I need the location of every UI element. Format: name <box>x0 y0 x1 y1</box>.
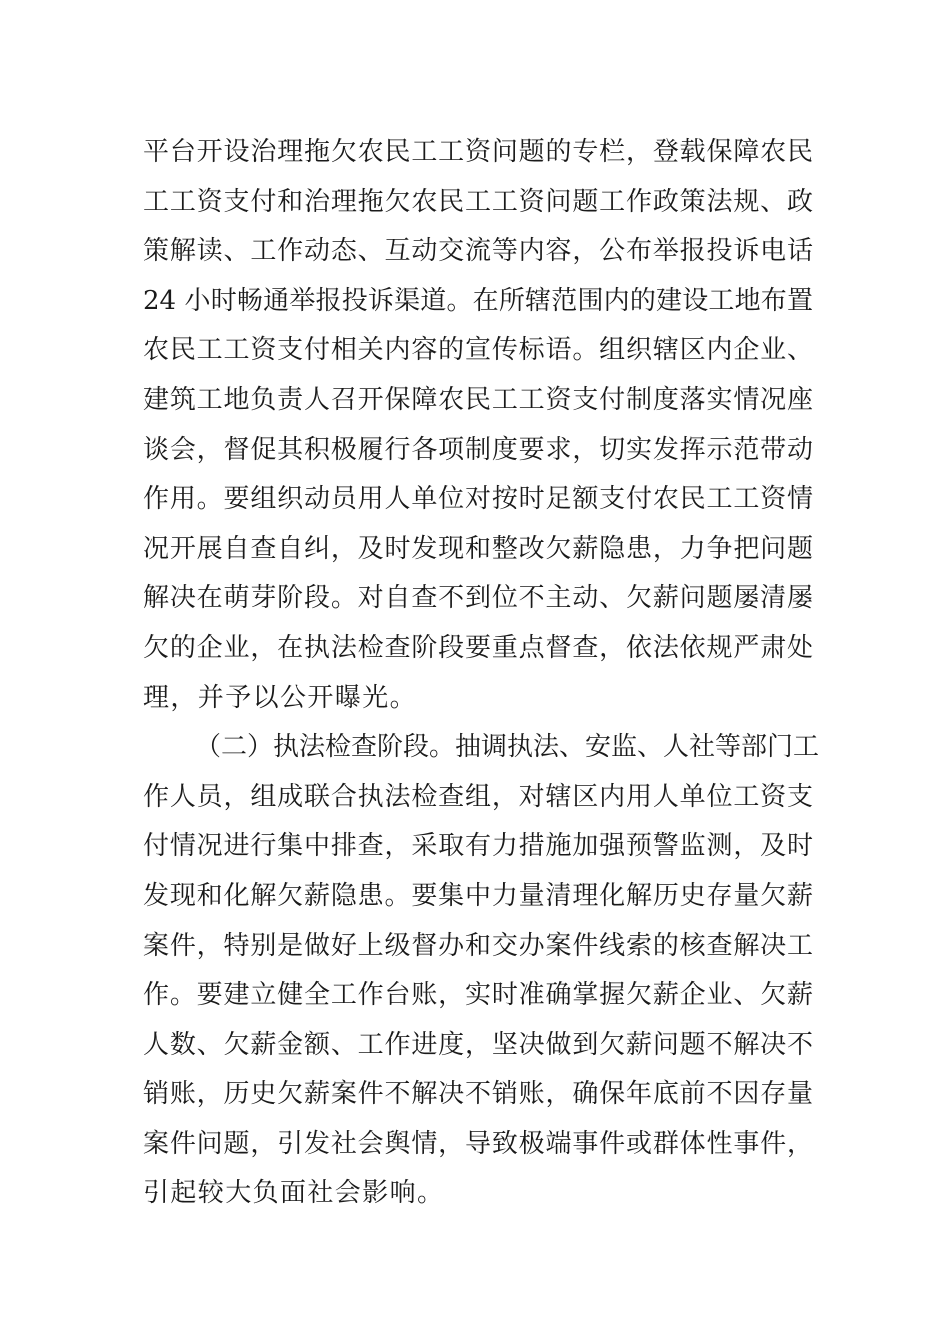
text-line: 谈会，督促其积极履行各项制度要求，切实发挥示范带动 <box>143 434 813 465</box>
text-line-paragraph-end: 引起较大负面社会影响。 <box>143 1178 445 1209</box>
text-line: 工工资支付和治理拖欠农民工工资问题工作政策法规、政 <box>143 186 813 217</box>
text-line: 人数、欠薪金额、工作进度，坚决做到欠薪问题不解决不 <box>143 1029 813 1060</box>
text-line: 解决在萌芽阶段。对自查不到位不主动、欠薪问题屡清屡 <box>143 583 813 614</box>
text-line: 况开展自查自纠，及时发现和整改欠薪隐患，力争把问题 <box>143 533 813 564</box>
text-line: 建筑工地负责人召开保障农民工工资支付制度落实情况座 <box>143 384 813 415</box>
text-line: 策解读、工作动态、互动交流等内容，公布举报投诉电话 <box>143 236 813 267</box>
text-line: 案件，特别是做好上级督办和交办案件线索的核查解决工 <box>143 930 813 961</box>
text-line: 欠的企业，在执法检查阶段要重点督查，依法依规严肃处 <box>143 632 813 663</box>
text-line: 作。要建立健全工作台账，实时准确掌握欠薪企业、欠薪 <box>143 980 813 1011</box>
text-line: 农民工工资支付相关内容的宣传标语。组织辖区内企业、 <box>143 335 813 366</box>
text-line: 平台开设治理拖欠农民工工资问题的专栏，登载保障农民 <box>143 137 813 167</box>
text-line: 案件问题，引发社会舆情，导致极端事件或群体性事件， <box>143 1128 813 1159</box>
text-line: 作用。要组织动员用人单位对按时足额支付农民工工资情 <box>143 484 813 515</box>
text-line: 作人员，组成联合执法检查组，对辖区内用人单位工资支 <box>143 781 813 812</box>
text-line-paragraph-end: 理，并予以公开曝光。 <box>143 682 418 713</box>
text-line: 24 小时畅通举报投诉渠道。在所辖范围内的建设工地布置 <box>143 285 813 316</box>
text-line: 销账，历史欠薪案件不解决不销账，确保年底前不因存量 <box>143 1079 813 1110</box>
section-heading-line: （二）执法检查阶段。抽调执法、安监、人社等部门工 <box>195 732 820 763</box>
body-text <box>143 128 820 1219</box>
text-line: 付情况进行集中排查，采取有力措施加强预警监测，及时 <box>143 831 813 862</box>
text-line: 发现和化解欠薪隐患。要集中力量清理化解历史存量欠薪 <box>143 880 813 911</box>
